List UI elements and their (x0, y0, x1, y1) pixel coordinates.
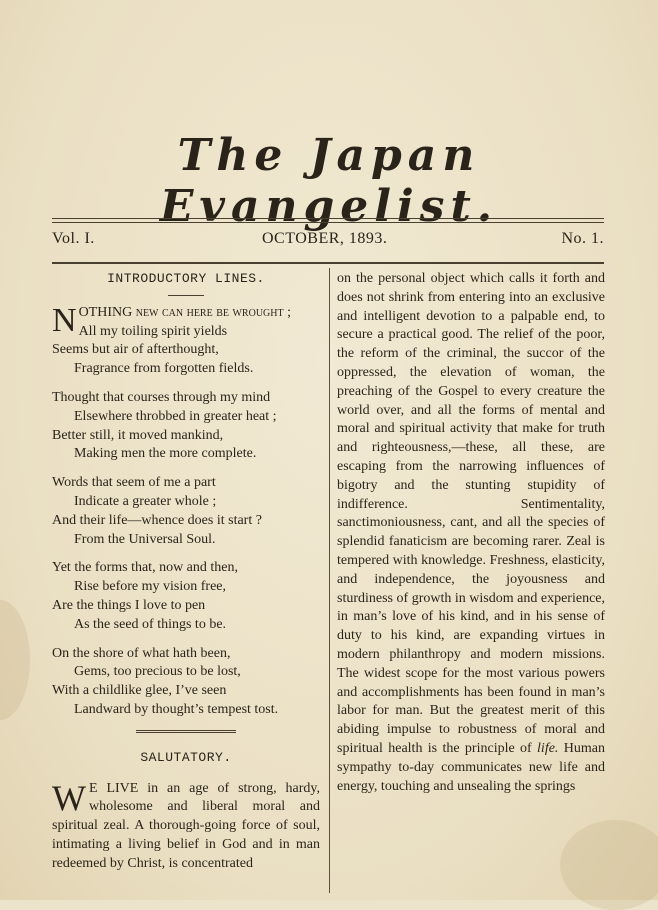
poem-stanza (52, 474, 320, 549)
poem-line: OTHING new can here be wrought ; (78, 304, 291, 320)
salutatory-heading: SALUTATORY. (140, 749, 232, 765)
salutatory-paragraph (52, 777, 320, 874)
issue-date: OCTOBER, 1893. (262, 230, 388, 247)
header-bottom-rule (52, 262, 604, 264)
poem-line: Are the things I love to pen (52, 597, 206, 613)
issue-line (52, 230, 604, 254)
poem-dropcap: N (52, 301, 77, 339)
left-column (52, 270, 320, 874)
top-rule-inner (52, 222, 604, 223)
article-text: Human sympathy to-day communicates new life and energy, touching and unsealing the springs (337, 740, 605, 794)
masthead-title: The Japan Evangelist. (159, 130, 499, 232)
section-separator (136, 730, 236, 735)
poem-line: As the seed of things to be. (74, 616, 227, 632)
salutatory-first-word: E LIVE (88, 780, 139, 796)
issue-number: No. 1. (561, 230, 604, 247)
poem-line: Thought that courses through my mind (52, 389, 271, 405)
poem-line: Indicate a greater whole ; (74, 493, 217, 509)
poem-line: With a childlike glee, I’ve seen (52, 683, 227, 699)
poem-line: Gems, too precious to be lost, (74, 664, 241, 680)
article-text: on the personal object which calls it forth and does not shrink from entering into an exclusive and intelligent devotion to a palpable end, to secure a practical good. The relief of the poor, the reform of the criminal, the succor of the oppressed, the elevation of woman, the preaching of the Gospel to every creature the world over, and all the forms of mental and moral and spiritual activity that make for truth and righteousness,—these, all these, are escaping from the narrowing influences of bigotry and the stunting stupidity of indifference. Sentimentality, sanctimoniousness, cant, and all the species of splendid fanaticism are becoming rarer. Zeal is tempered with knowledge. Freshness, elasticity, and independence, the joyousness and sturdiness of growth in wisdom and experience, in man’s love of his kind, and in his sense of duty to his kind, are expanding virtues in modern philanthropy and modern missions. The widest scope for the most various powers and accomplishments has been found in man’s labor for man. But the greatest merit of this abiding impulse to robustness of moral and spiritual health is the principle of (337, 271, 605, 756)
right-column (337, 270, 605, 796)
poem-line: Landward by thought’s tempest tost. (74, 701, 279, 717)
paper-stain (0, 600, 30, 720)
poem-stanza (52, 301, 320, 379)
poem-line: Fragrance from forgotten fields. (74, 361, 254, 377)
volume-label: Vol. I. (52, 230, 95, 247)
poem-line: Words that seem of me a part (52, 475, 216, 491)
heading-rule (168, 295, 204, 296)
poem-line: From the Universal Soul. (74, 531, 216, 547)
salutatory-text: in an age of strong, hardy, wholesome and liberal moral and spiritual zeal. A thorough-going force of soul, intimating a living belief in God and in man redeemed by Christ, is concentrated (52, 780, 320, 871)
top-rule (52, 218, 604, 219)
poem-heading: INTRODUCTORY LINES. (107, 271, 265, 286)
paper-stain (560, 820, 658, 910)
poem-line: Better still, it moved mankind, (52, 427, 224, 443)
poem-line: And their life—whence does it start ? (52, 512, 262, 528)
column-divider (329, 268, 330, 893)
poem-line: Making men the more complete. (74, 446, 257, 462)
article-italic-word: life. (537, 740, 559, 756)
poem-line: Seems but air of afterthought, (52, 342, 219, 358)
poem-line: Yet the forms that, now and then, (52, 560, 238, 576)
poem-line: Rise before my vision free, (74, 579, 227, 595)
poem-stanza (52, 389, 320, 464)
poem-line: On the shore of what hath been, (52, 645, 231, 661)
poem-line: Elsewhere throbbed in greater heat ; (74, 408, 277, 424)
poem-line: All my toiling spirit yields (78, 323, 228, 339)
poem-stanza (52, 559, 320, 634)
article-continuation (337, 270, 605, 796)
salutatory-dropcap: W (52, 777, 86, 818)
poem-stanza (52, 645, 320, 720)
